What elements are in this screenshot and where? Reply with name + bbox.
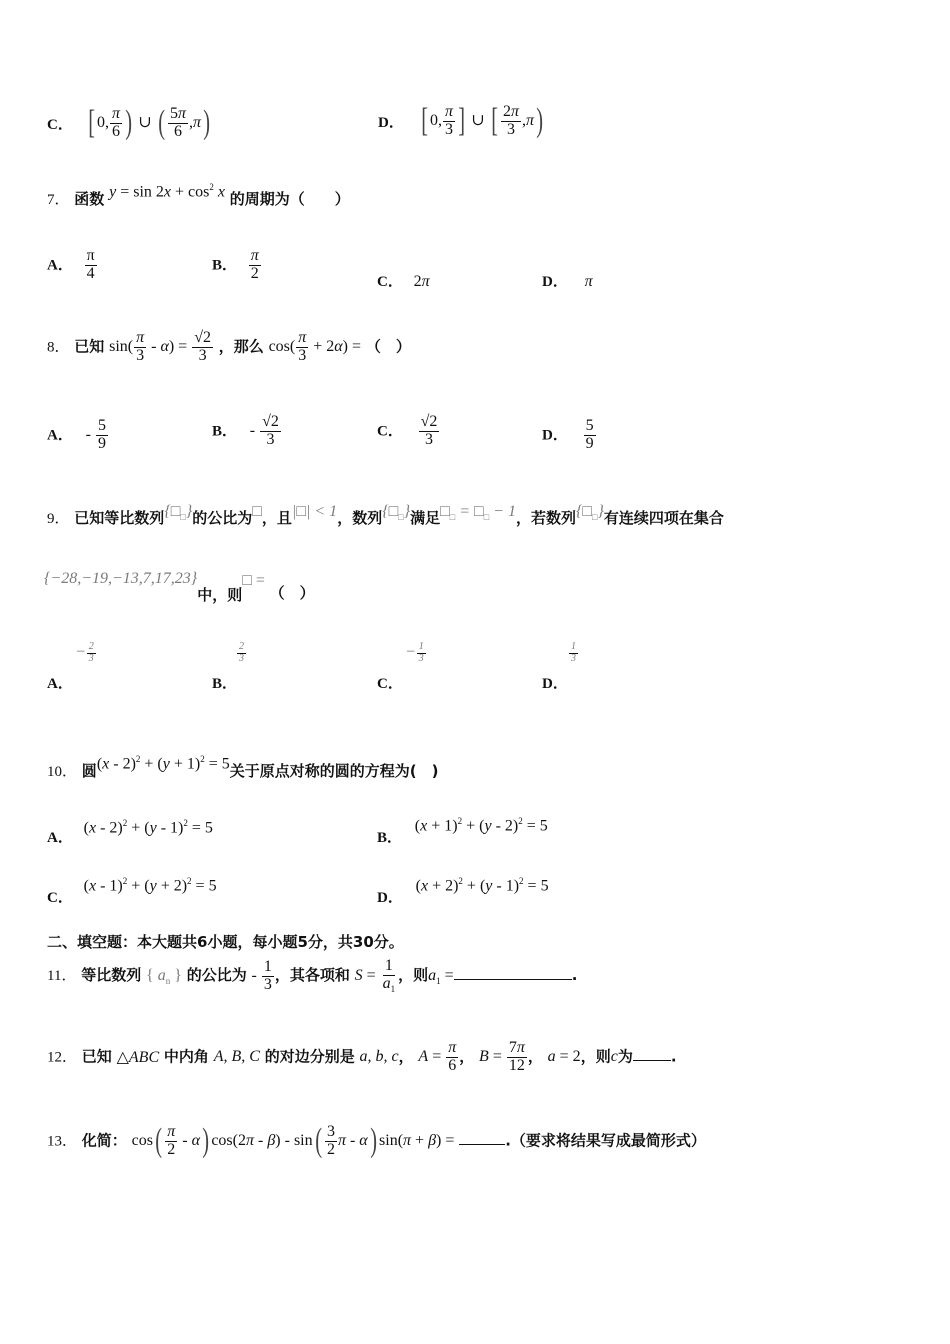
option-label: A． [47, 830, 73, 846]
question-text: （ ） [269, 584, 315, 602]
set: {−28,−19,−13,7,17,23} [44, 570, 198, 587]
q10-option-b [377, 816, 548, 846]
formula: $\frac{√2}{3}$ [420, 413, 438, 448]
formula: $(x + 1)^2 + (y - 2)^2 = 5$ [414, 816, 548, 835]
question-text: ，数列 [337, 509, 383, 527]
question-number: 11． [47, 968, 77, 985]
option-label: B． [212, 257, 238, 274]
formula: $\{□_□\}$ [164, 503, 193, 523]
formula: A, B, C [213, 1048, 260, 1066]
question-13 [47, 1124, 706, 1159]
option-label: A． [47, 427, 73, 444]
question-10 [47, 754, 439, 781]
q10-option-c [47, 876, 217, 906]
question-text: ， [459, 1047, 475, 1066]
question-text: 已知 [74, 337, 105, 356]
question-text: 函数 [74, 190, 105, 208]
formula: $a_1$ = [428, 966, 454, 986]
formula: □ = [242, 572, 265, 589]
formula: $□_□$ = $□_□ - 1$ [440, 503, 516, 523]
answer-blank[interactable] [454, 965, 572, 980]
q7-option-c [377, 270, 430, 291]
formula: $\frac{1}{3}$ [571, 641, 576, 664]
question-text: 的公比为 [186, 966, 247, 985]
formula: { $a_n$ } [146, 966, 182, 986]
question-number: 9． [47, 511, 70, 527]
option-label: B． [377, 830, 403, 846]
q6-option-c [47, 106, 212, 141]
question-text: 的周期为（ ） [229, 190, 350, 208]
formula: |□| < 1 [291, 503, 338, 520]
question-text: （ ） [365, 337, 411, 356]
formula: $(x + 2)^2 + (y - 1)^2 = 5$ [415, 876, 549, 895]
q6-option-d [378, 104, 545, 139]
q8-option-a [47, 418, 109, 453]
formula: 2π [413, 273, 430, 290]
formula: $\frac{\pi}{4}$ [86, 247, 95, 282]
question-text: ， [527, 1047, 543, 1066]
formula: π [584, 273, 593, 290]
question-text: 已知 [81, 1047, 112, 1066]
formula: (x - 2)$^2$ + (y - 1)$^2$ = 5 [83, 818, 213, 837]
question-text: 为 [617, 1047, 633, 1066]
formula: S = $\frac{1}{a_1}$ [354, 957, 396, 994]
question-text: ， [398, 1047, 414, 1066]
formula: - $\frac{√2}{3}$ [249, 413, 279, 448]
question-text: 化简： [81, 1131, 127, 1150]
answer-blank[interactable] [633, 1046, 671, 1061]
option-label: C． [47, 116, 73, 133]
q8-option-c [377, 414, 440, 449]
question-text: ，若数列 [515, 509, 576, 527]
formula: $\frac{2}{3}$ [239, 641, 244, 664]
option-label: C． [377, 423, 403, 440]
formula: a, b, c [359, 1048, 399, 1066]
formula: − $\frac{2}{3}$ [75, 641, 94, 664]
question-number: 13． [47, 1133, 78, 1150]
formula: c [610, 1048, 618, 1066]
question-text: 等比数列 [81, 966, 142, 985]
formula: − $\frac{1}{3}$ [405, 641, 424, 664]
question-text: ，那么 [218, 337, 264, 356]
option-label: C． [377, 274, 403, 290]
question-number: 10． [47, 764, 78, 780]
formula: B = $\frac{7\pi}{12}$ [479, 1039, 525, 1074]
question-9 [47, 503, 724, 528]
q7-option-b [212, 248, 262, 283]
question-text: ，其各项和 [274, 966, 350, 985]
q9-option-c [377, 641, 424, 692]
formula: - $\frac{1}{3}$ [251, 957, 272, 993]
q10-option-a [47, 818, 213, 846]
question-text: 中，则 [197, 586, 243, 604]
option-label: D． [542, 427, 568, 444]
formula: $(x - 2)^2 + (y + 1)^2 = 5$ [96, 754, 230, 773]
option-label: D． [542, 274, 568, 290]
option-label: C． [377, 676, 403, 692]
question-text: 的对边分别是 [264, 1047, 355, 1066]
question-number: 8． [47, 339, 70, 356]
formula: $\{□_□\}$ [575, 503, 604, 523]
q9-option-b [212, 641, 244, 692]
formula: $(x - 1)^2 + (y + 2)^2 = 5$ [83, 876, 217, 895]
q8-option-b [212, 414, 282, 449]
q7-option-a [47, 248, 98, 283]
question-text: 圆 [81, 762, 97, 780]
option-label: D． [377, 890, 403, 906]
formula: sin( $\frac{\pi}{3}$ - α) = $\frac{√2}{3}$ [109, 329, 211, 364]
q7-option-d [542, 270, 593, 291]
question-text: 关于原点对称的圆的方程为( ) [229, 762, 439, 780]
formula: $y = \sin 2x + \cos^2 x$ [109, 182, 225, 201]
option-label: A． [47, 676, 73, 692]
question-9-cont [44, 570, 315, 604]
q9-option-a [47, 641, 94, 692]
question-text: ，且 [261, 509, 292, 527]
formula: cos( $\frac{\pi}{3}$ + 2α) = [268, 329, 362, 364]
formula: △ABC [116, 1049, 160, 1067]
question-text: ，则 [580, 1047, 611, 1066]
question-text: ，则 [398, 966, 429, 985]
option-label: D． [542, 676, 568, 692]
q8-option-d [542, 418, 597, 453]
option-label: C． [47, 890, 73, 906]
formula: $\{□_□\}$ [382, 503, 411, 523]
question-number: 7． [47, 192, 70, 208]
question-text: . [670, 1047, 677, 1066]
question-11 [47, 958, 577, 994]
q9-option-d [542, 641, 576, 692]
question-7 [47, 182, 350, 209]
question-8 [47, 330, 411, 365]
formula: $\frac{5}{9}$ [585, 417, 594, 452]
answer-blank[interactable] [459, 1130, 505, 1145]
question-text: 的公比为 [192, 509, 253, 527]
question-text: .（要求将结果写成最简形式） [505, 1131, 706, 1150]
formula: cos( $\frac{\pi}{2}$ - α) cos(2π - β) - sin( $\frac{3}{2}$ π - α) sin(π + β) = [131, 1122, 455, 1160]
question-text: 满足 [410, 509, 441, 527]
section-title: 二、填空题：本大题共6小题，每小题5分，共30分。 [47, 933, 404, 951]
question-text: 已知等比数列 [74, 509, 165, 527]
formula: $\frac{\pi}{2}$ [250, 247, 259, 282]
question-number: 12． [47, 1049, 78, 1066]
formula: a = 2 [547, 1048, 581, 1066]
formula: - $\frac{5}{9}$ [85, 417, 106, 452]
option-label: D． [378, 114, 404, 131]
option-label: B． [212, 423, 238, 440]
formula: □ [252, 503, 262, 520]
formula: [ 0, $\frac{\pi}{3}$ ] ∪ [ $\frac{2\pi}{3}$ ,π) [420, 102, 544, 140]
formula: [ 0, $\frac{\pi}{6}$ ) ∪ ( $\frac{5\pi}{6}$ ,π) [87, 104, 211, 142]
question-text: 有连续四项在集合 [603, 509, 724, 527]
question-text: 中内角 [163, 1047, 209, 1066]
formula: A = $\frac{\pi}{6}$ [418, 1039, 457, 1074]
question-text: . [571, 966, 578, 985]
question-12 [47, 1040, 677, 1075]
option-label: B． [212, 676, 238, 692]
q10-option-d [377, 876, 549, 906]
option-label: A． [47, 257, 73, 274]
